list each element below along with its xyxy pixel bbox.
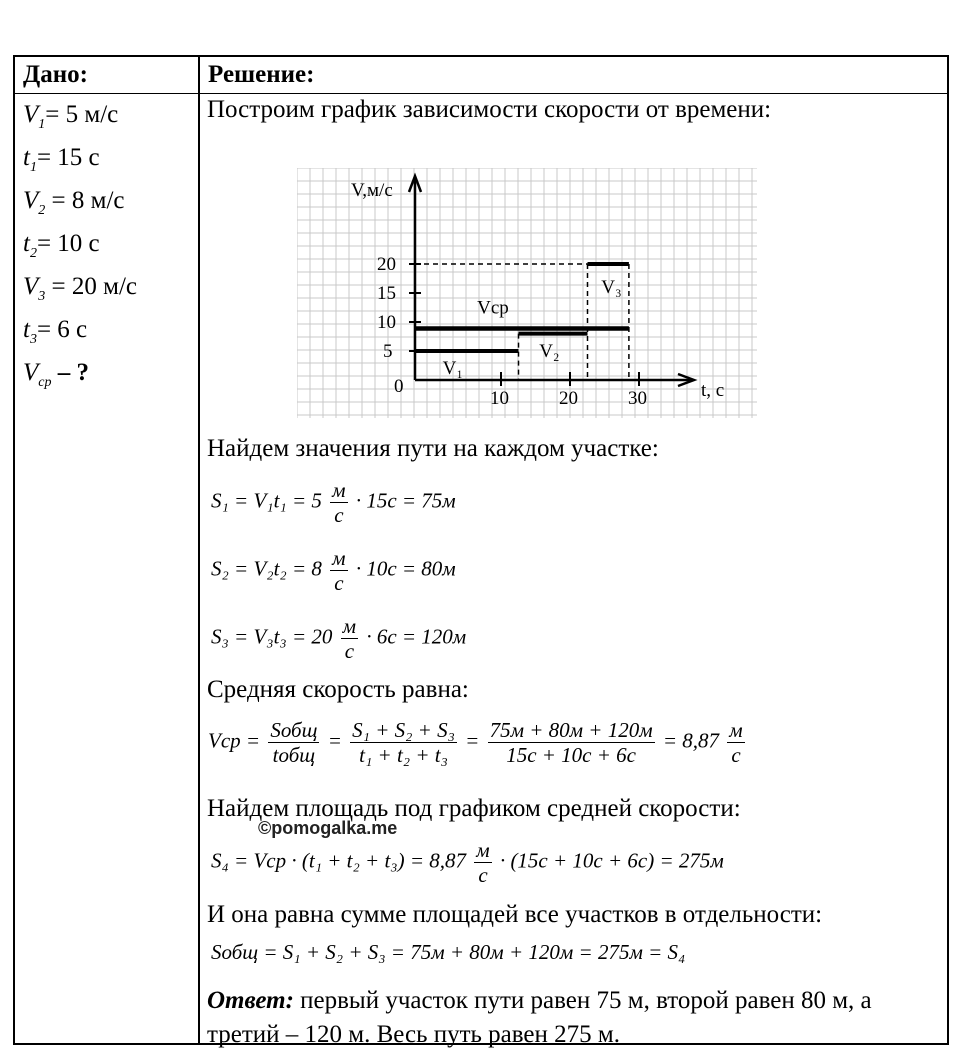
given-header: Дано: xyxy=(23,61,88,88)
answer-label: Ответ: xyxy=(207,987,294,1014)
unit-numerator: м xyxy=(476,838,490,862)
unit-fraction xyxy=(330,546,347,595)
column-divider xyxy=(198,57,200,1043)
given-item xyxy=(23,136,193,179)
unit-denominator: с xyxy=(334,571,344,595)
unit-numerator: м xyxy=(342,614,357,638)
series-label-vsr: Vср xyxy=(477,297,509,319)
given-list xyxy=(23,93,193,394)
x-axis-label: t, с xyxy=(701,380,725,401)
step-area: Найдем площадь под графиком средней скорости: xyxy=(207,795,741,822)
given-item xyxy=(23,308,193,351)
unit-denominator: с xyxy=(334,503,344,527)
x-tick-label: 10 xyxy=(490,388,509,409)
answer-block xyxy=(207,984,937,1052)
eq-s3-rhs: · 6c = 120м xyxy=(366,624,467,649)
origin-label: 0 xyxy=(394,376,404,397)
equation-vsr xyxy=(208,718,748,767)
given-subscript: 1 xyxy=(29,160,37,175)
given-subscript: 2 xyxy=(38,203,46,218)
given-symbol: V xyxy=(23,187,39,214)
unit-denominator: с xyxy=(731,743,741,767)
given-symbol: t xyxy=(23,316,30,343)
given-item xyxy=(23,179,193,222)
frac-num: 75м + 80м + 120м xyxy=(489,718,653,742)
eq-s1-rhs: · 15c = 75м xyxy=(355,488,456,513)
eq-s4-lhs: S₄ = Vср · (t₁ + t₂ + t₃) = 8,87 xyxy=(211,848,467,873)
eq-vsr-lhs: Vср = xyxy=(208,728,261,753)
velocity-chart xyxy=(297,168,757,418)
given-value: = 15 с xyxy=(36,144,100,171)
given-value: = 10 с xyxy=(36,230,100,257)
given-symbol: V xyxy=(23,273,39,300)
watermark: ©pomogalka.me xyxy=(258,818,398,838)
given-subscript: 1 xyxy=(38,117,46,132)
x-tick-label: 20 xyxy=(559,388,578,409)
y-tick-label: 20 xyxy=(377,254,396,275)
given-subscript: 3 xyxy=(38,289,46,304)
equation-s2 xyxy=(211,546,456,595)
solution-header: Решение: xyxy=(208,61,315,88)
given-value: = 8 м/с xyxy=(45,187,125,214)
unit-fraction xyxy=(330,478,347,527)
unit-fraction xyxy=(474,838,491,887)
eq-s2-rhs: · 10c = 80м xyxy=(355,556,456,581)
fraction-sums xyxy=(350,718,457,767)
frac-num: S₁ + S₂ + S₃ xyxy=(352,718,455,742)
eq-s4-rhs: · (15с + 10с + 6с) = 275м xyxy=(499,848,724,873)
solution-column xyxy=(208,57,943,93)
frac-den: t₁ + t₂ + t₃ xyxy=(359,743,448,767)
fraction-total xyxy=(268,718,319,767)
answer-text: первый участок пути равен 75 м, второй равен 80 м, а третий – 120 м. Весь путь равен 275 м. xyxy=(207,987,872,1048)
step-path-values: Найдем значения пути на каждом участке: xyxy=(207,435,659,462)
y-tick-label: 5 xyxy=(383,341,393,362)
unit-fraction xyxy=(341,614,358,663)
given-value: = 20 м/с xyxy=(45,273,137,300)
given-subscript: 3 xyxy=(29,332,37,347)
x-tick-label: 30 xyxy=(628,388,647,409)
given-symbol: t xyxy=(23,144,30,171)
given-symbol: t xyxy=(23,230,30,257)
unit-numerator: м xyxy=(332,478,346,502)
y-tick-label: 15 xyxy=(377,283,396,304)
chart-axes xyxy=(351,176,724,409)
y-axis-label: V,м/с xyxy=(351,180,393,201)
given-item xyxy=(23,351,193,394)
series-label-v3: V₃ xyxy=(601,277,622,298)
series-label-v1: V₁ xyxy=(442,358,463,380)
eq-equals: = xyxy=(465,728,480,753)
equation-s1 xyxy=(211,478,456,527)
frac-den: tобщ xyxy=(272,743,316,767)
given-symbol: V xyxy=(23,359,39,386)
unit-denominator: с xyxy=(478,863,488,887)
unit-numerator: м xyxy=(332,546,346,570)
given-value: = 5 м/с xyxy=(45,101,119,128)
frac-den: 15с + 10с + 6с xyxy=(506,743,636,767)
unit-denominator: с xyxy=(344,639,355,663)
equation-total: Sобщ = S₁ + S₂ + S₃ = 75м + 80м + 120м = 275м = S₄ xyxy=(211,940,686,964)
y-tick-label: 10 xyxy=(377,312,396,333)
equation-s3 xyxy=(211,614,466,663)
eq-vsr-result: = 8,87 xyxy=(662,728,720,753)
step-average-speed: Средняя скорость равна: xyxy=(207,676,469,703)
fraction-values xyxy=(488,718,655,767)
given-column xyxy=(23,57,193,394)
eq-equals: = xyxy=(327,728,342,753)
given-value: = 6 с xyxy=(36,316,88,343)
given-item xyxy=(23,93,193,136)
step-build-graph: Построим график зависимости скорости от времени: xyxy=(207,96,772,123)
given-value: – ? xyxy=(51,359,89,386)
given-symbol: V xyxy=(23,101,39,128)
given-item xyxy=(23,222,193,265)
eq-s2-lhs: S₂ = V₂t₂ = 8 xyxy=(211,556,322,581)
eq-s1-lhs: S₁ = V₁t₁ = 5 xyxy=(211,488,322,513)
given-subscript: 2 xyxy=(29,246,37,261)
series-label-v2: V₂ xyxy=(539,340,560,362)
frac-num: Sобщ xyxy=(270,718,318,742)
given-item xyxy=(23,265,193,308)
equation-s4 xyxy=(211,838,724,887)
unit-fraction xyxy=(727,718,744,767)
given-subscript: ср xyxy=(38,375,52,390)
eq-s3-lhs: S₃ = V₃t₃ = 20 xyxy=(211,624,333,649)
unit-numerator: м xyxy=(729,718,743,742)
step-sum-areas: И она равна сумме площадей все участков в отдельности: xyxy=(207,901,823,928)
